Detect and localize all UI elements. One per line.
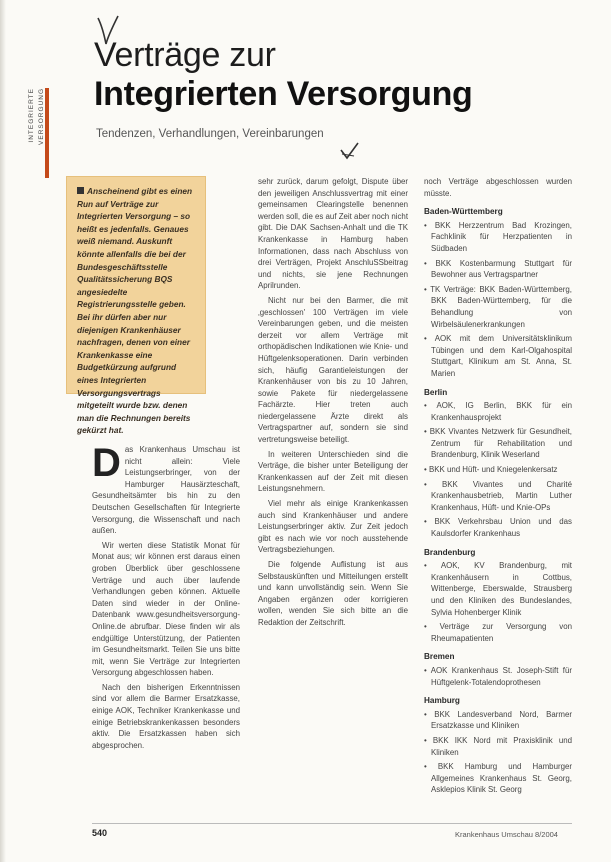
col1-paragraph-3: Nach den bisherigen Erkenntnissen sind vor allem die Barmer Ersatzkasse, einige AOK, Techniker Krankenkasse und einige Betriebskrankenkassen besonders aktiv. Die Ersatzkassen haben sich abgesprochen.: [92, 682, 240, 750]
list-item: • BKK Hamburg und Hamburger Allgemeines Krankenhaus St. Georg, Asklepios Klinik St. Georg: [424, 761, 572, 796]
list-item: • BKK Herzzentrum Bad Krozingen, Fachklinik für Herzpatienten in Südbaden: [424, 220, 572, 255]
list-item: • AOK, IG Berlin, BKK für ein Krankenhausprojekt: [424, 400, 572, 423]
page-edge-shadow: [0, 0, 6, 862]
region-heading-hamburg: Hamburg: [424, 696, 460, 706]
list-item: • Verträge zur Versorgung von Rheumapatienten: [424, 621, 572, 644]
region-heading-brandenburg: Brandenburg: [424, 547, 476, 557]
section-side-label: [22, 88, 56, 188]
text-column-1: [92, 441, 240, 754]
list-item: • BKK Vivantes und Charité Krankenhausbetrieb, Martin Luther Krankenhaus, Hüft- und Knie-OPs: [424, 479, 572, 514]
list-item: • AOK Krankenhaus St. Joseph-Stift für Hüftgelenk-Totalendoprothesen: [424, 665, 572, 688]
col1-paragraph-1-text: as Krankenhaus Umschau ist nicht allein: Viele Leistungserbringer, von der Hamburger Hausärzteschaft, Gesundheitsämter bis hin zu den Deutschen Gesellschaften für Integrierte Versorgung, die Wissenschaft und nach außen.: [92, 445, 240, 536]
page-number: 540: [92, 828, 108, 838]
side-label-line1: INTEGRIERTE: [28, 88, 35, 143]
drop-cap: D: [92, 441, 121, 485]
title-line1: Verträge zur: [94, 36, 276, 74]
col1-paragraph-2: Wir werten diese Statistik Monat für Monat aus; wir können erst daraus einen groben Überblick über geschlossene Verträge und auch über laufende Verhandlungen geben können. Aktuelle Daten sind wieder in der Online-Datenbank www.gesundheitsversorgung-Online.de abrufbar. Diese finden wir als endgültige Unterstützung, der Patienten im Gesundheitsmarkt. Teilen Sie uns bitte mit, wenn Sie Verträge zur Integrierten Versorgung abgeschlossen haben.: [92, 540, 240, 678]
list-item: • BKK Kostenbarmung Stuttgart für Bewohner aus Vertragspartner: [424, 258, 572, 281]
list-item: • BKK und Hüft- und Kniegelenkersatz: [424, 464, 572, 476]
handwritten-check-mark-icon: [338, 140, 360, 162]
footer-divider: [92, 823, 572, 824]
col2-paragraph-3: In weiteren Unterschieden sind die Verträge, die bisher unter Beteiligung der Krankenkassen auf der Zeit mit diesen Leistungsnehmern.: [258, 449, 408, 494]
list-item: • BKK Verkehrsbau Union und das Kaulsdorfer Krankenhaus: [424, 516, 572, 539]
text-column-3: [424, 176, 572, 799]
region-heading-baden-wuerttemberg: Baden-Württemberg: [424, 207, 503, 217]
col2-paragraph-1: sehr zurück, darum gefolgt, Dispute über den jeweiligen Anschlussvertrag mit einer gemeinsamen Clearingstelle benennen werden soll, die es auf Zeit aber noch nicht gibt. Die DAK Sachsen-Anhalt und die TK Krankenkasse in Hamburg haben Informationen, dass nach Abschluss von drei Verträgen, Projekt AnschluSSbeitrag und nichts, sie jene Rechnungen Aprilrunden.: [258, 177, 409, 291]
intro-highlight-paragraph: [77, 185, 197, 437]
side-label-line2: VERSORGUNG: [38, 88, 45, 145]
square-bullet-icon: [77, 187, 84, 194]
list-item: • BKK IKK Nord mit Praxisklinik und Kliniken: [424, 735, 572, 758]
col1-paragraph-1: [92, 441, 240, 537]
col2-paragraph-2: Nicht nur bei den Barmer, die mit ‚geschlossen' 100 Verträgen im viele Vereinbarungen geben, und die meisten derzeit vor allem Verträge mit orthopädischen Indikationen wie Knie- und Hüftgelenksoperationen. Darin verbinden sich, häufig Garantieleistungen der Krankenhäuser von bis zu 10 Jahren, sowie Pakete für niedergelassene Fachärzte. Hier treten auch niedergelassene Ärzte direkt als Vertragspartner auf, sondern sie sind vertretungsweise beteiligt.: [258, 295, 408, 445]
subtitle: Tendenzen, Verhandlungen, Vereinbarungen: [96, 128, 324, 140]
region-heading-berlin: Berlin: [424, 387, 448, 397]
list-item: • BKK Landesverband Nord, Barmer Ersatzkasse und Kliniken: [424, 709, 572, 732]
col3-intro: noch Verträge abgeschlossen wurden müsste.: [424, 177, 572, 198]
intro-highlight-box: [66, 176, 206, 436]
list-item: • AOK mit dem Universitätsklinikum Tübingen und dem Karl-Olgahospital Stuttgart, Klinikum am St. Anna, St. Marien: [424, 333, 572, 379]
journal-issue: Krankenhaus Umschau 8/2004: [455, 830, 558, 839]
text-column-2: [258, 176, 408, 632]
list-item: • TK Verträge: BKK Baden-Württemberg, BKK Baden-Württemberg, für die Behandlung von Wirbelsäulenerkrankungen: [424, 284, 572, 330]
col2-paragraph-4: Viel mehr als einige Krankenkassen auch sind Krankenhäuser und andere Leistungserbringer aktiv. Zur Zeit jedoch gibt es nach wie vor noch ausstehende Vertragsbeziehungen.: [258, 499, 408, 555]
col2-paragraph-5: Die folgende Auflistung ist aus Selbstauskünften und Mitteilungen erstellt und kann unvollständig sein. Wenn Sie Angaben ergänzen oder korrigieren wollen, wenden Sie sich bitte an die Redaktion der Zeitschrift.: [258, 560, 408, 627]
list-item: • BKK Vivantes Netzwerk für Gesundheit, Zentrum für Rehabilitation und Brandenburg, Klinik Weserland: [424, 426, 572, 461]
list-item: • AOK, KV Brandenburg, mit Krankenhäusern in Cottbus, Wittenberge, Eberswalde, Strausberg und den Kliniken des Bundeslandes, Sylvia Hohenberger Klinik: [424, 560, 572, 618]
intro-highlight-text: Anscheinend gibt es einen Run auf Verträge zur Integrierten Versorgung – so heißt es jedenfalls. Genaues weiß niemand. Auskunft könnte allenfalls die bei der Bundesgeschäftsstelle Qualitätssicherung BQS angesiedelte Registrierungsstelle geben. Bei ihr dürfen aber nur diejenigen Krankenhäuser nachfragen, denen von einer Krankenkasse eine Budgetkürzung aufgrund eines Integrierten Versorgungsvertrags mitgeteilt wurde bzw. denen man die Rechnungen bereits gekürzt hat.: [77, 186, 193, 436]
title-line2: Integrierten Versorgung: [94, 75, 473, 113]
region-heading-bremen: Bremen: [424, 652, 455, 662]
section-color-bar: [45, 88, 49, 178]
